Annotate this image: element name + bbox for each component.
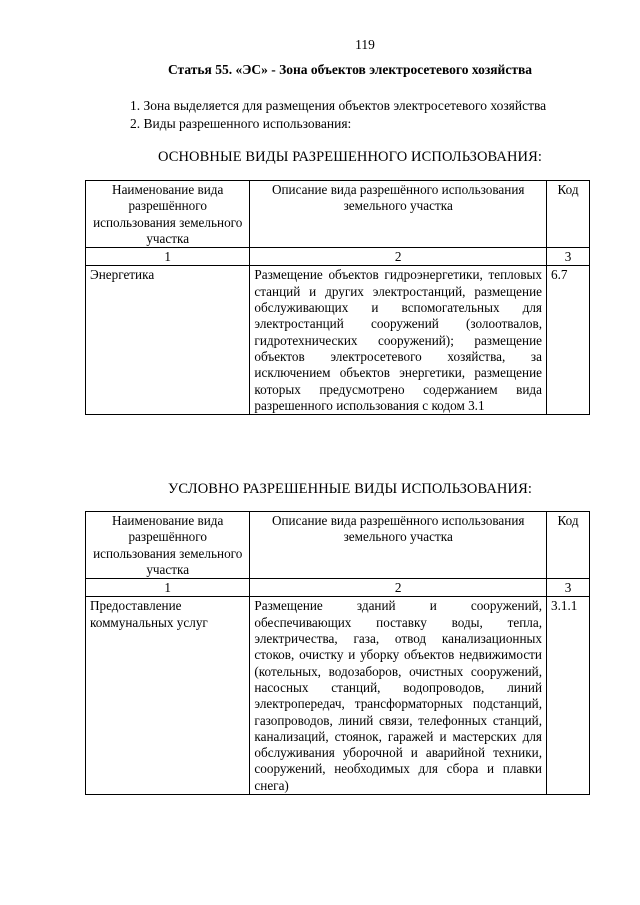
page-number: 119: [355, 37, 375, 52]
table-header-row: [86, 512, 590, 579]
paragraph-permitted-uses: 2. Виды разрешенного использования:: [130, 116, 352, 131]
column-header-name: Наименование вида разрешённого использования земельного участка: [86, 512, 250, 579]
column-header-description: Описание вида разрешённого использования земельного участка: [250, 512, 547, 579]
main-uses-heading: ОСНОВНЫЕ ВИДЫ РАЗРЕШЕННОГО ИСПОЛЬЗОВАНИЯ:: [157, 149, 543, 165]
column-number-row: [86, 248, 590, 266]
column-number: 1: [86, 579, 250, 597]
column-header-description: Описание вида разрешённого использования земельного участка: [250, 181, 547, 248]
article-title: Статья 55. «ЭС» - Зона объектов электросетевого хозяйства: [167, 62, 533, 77]
column-number: 3: [547, 579, 590, 597]
column-header-code: Код: [547, 181, 590, 248]
column-number: 3: [547, 248, 590, 266]
column-header-code: Код: [547, 512, 590, 579]
column-number: 2: [250, 579, 547, 597]
table-row: [86, 266, 590, 415]
column-number: 1: [86, 248, 250, 266]
use-code: 6.7: [547, 266, 590, 415]
use-name: Предоставление коммунальных услуг: [86, 597, 250, 795]
use-description: Размещение зданий и сооружений, обеспечивающих поставку воды, тепла, электричества, газа, отвод канализационных стоков, очистку и уборку объектов недвижимости (котельных, водозаборов, очистных сооружений, насосных станций, водопроводов, линий электропередач, трансформаторных подстанций, газопроводов, линий связи, телефонных станций, канализаций, стоянок, гаражей и мастерских для обслуживания уборочной и аварийной техники, сооружений, необходимых для сбора и плавки снега): [250, 597, 547, 795]
column-number: 2: [250, 248, 547, 266]
table-row: [86, 597, 590, 795]
conditional-uses-heading: УСЛОВНО РАЗРЕШЕННЫЕ ВИДЫ ИСПОЛЬЗОВАНИЯ:: [168, 481, 532, 497]
use-description: Размещение объектов гидроэнергетики, тепловых станций и других электростанций, размещение обслуживающих и вспомогательных для электростанций сооружений (золоотвалов, гидротехнических сооружений); размещение объектов электросетевого хозяйства, за исключением объектов энергетики, размещение которых предусмотрено содержанием вида разрешенного использования с кодом 3.1: [250, 266, 547, 415]
use-name: Энергетика: [86, 266, 250, 415]
paragraph-zone-purpose: 1. Зона выделяется для размещения объектов электросетевого хозяйства: [130, 98, 547, 113]
column-header-name: Наименование вида разрешённого использования земельного участка: [86, 181, 250, 248]
column-number-row: [86, 579, 590, 597]
conditional-uses-table: [85, 511, 590, 795]
use-code: 3.1.1: [547, 597, 590, 795]
table-header-row: [86, 181, 590, 248]
main-uses-table: [85, 180, 590, 415]
